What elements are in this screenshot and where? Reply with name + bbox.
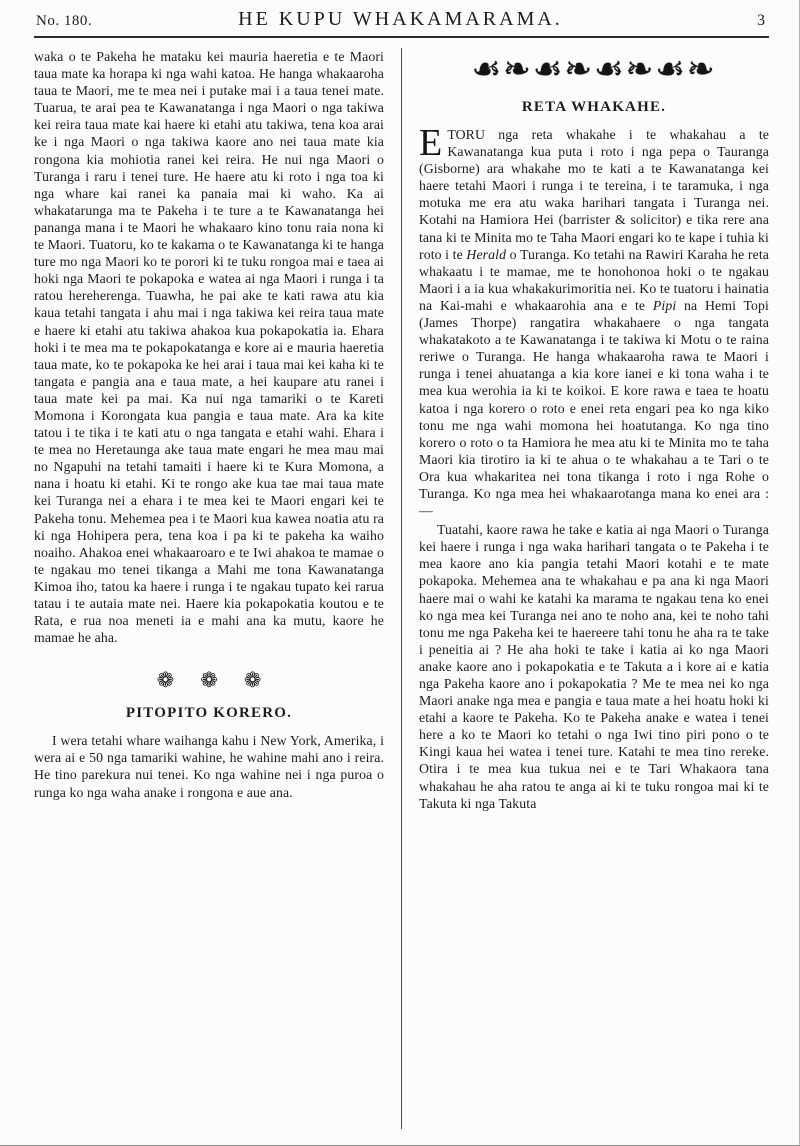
pitopito-korero-heading: PITOPITO KORERO. [125, 705, 293, 722]
italic-word-pipi: Pipi [652, 297, 677, 313]
reta-whakahe-heading: RETA WHAKAHE. [521, 99, 667, 115]
newspaper-title: HE KUPU WHAKAMARAMA. [238, 8, 563, 30]
header-rule [34, 36, 769, 38]
text-columns [34, 48, 769, 1129]
page-number: 3 [757, 12, 765, 29]
right-column [419, 48, 769, 1129]
column-divider-rule [401, 48, 402, 1129]
paragraph-text-part: o Turanga. Ko tetahi na Rawiri Karaha he reta whakaatu i te mamae, me te honohonoa hoki o te ngakau Maori i a ia kua whakakurimoritia nei. Ko te tuatoru i hainatia na Kai-mahi e whakaarohia ana e te [419, 246, 769, 313]
masthead [34, 6, 769, 31]
reta-whakahe-paragraph [419, 122, 769, 519]
paragraph-text-part: na Hemi Topi (James Thorpe) rangatira whakahaere o nga tangata whakatakoto a te Kawanatanga i te takiwa ki Motu o te raina reriwe o Turanga. He hanga whakaaroha rawa te Maori i runga i tenei ahuatanga a kia kore ianei e ki tona waha i te mea kua werohia ia ki te koikoi. E kore rawa e taea te hoatu katoa i nga korero o roto e enei reta engari pea ko nga kiko tonu me nga wahi momona hei hoatutanga. Ko nga tino korero o roto o ta Hamiora he mea atu ki te Minita mo te taha Maori kia tirotiro ia ki te ahua o te whakahau a te Tari o te Ora kua whakaritea nei tona tikanga i roto i nga Rohe o Turanga. Ko nga mea hei whakaarotanga mana ko enei ara :— [419, 297, 769, 519]
tuatahi-paragraph: Tuatahi, kaore rawa he take e katia ai nga Maori o Turanga kei haere i runga i nga waka harihari tangata o te Pakeha i te mea kaore ano kia pangia tetahi Maori kotahi e te mate pokapoka. Mehemea ana te whakahau e pa ana ki nga Maori haere mai o wahi ke katahi ka marama te ngakau tena ko enei ko nga mea kei Turanga nei ano te noho ana, kei te noho tahi tonu me nga Pakeha kei te haereere tahi tonu he aha ra te take i peneitia ai ? He aha hoki te take i katia ai ko nga Maori anake kaore ano i pokapokatia e te Takuta a i kore ai e katia nga Pakeha kaore ano i pokapokatia ? Me te mea nei ko nga Maori anake nga mea e pangia e taua mate a hei hoatu hoki ki etahi a kaore te Pakeha. Ko te Pakeha anake e watea i tenei here a ko te Maori ko tetahi o nga Iwi tino piri pono o te Kingi kaua hei watea i tenei ture. Katahi te mea tino rereke. Otira i te mea kua tukua nei e te Tari Whakaora tana whakahau he aha ratou te anga ai ki te tuku rongoa mai ki te Takuta ki nga Takuta [419, 522, 769, 811]
paragraph-text-part: TORU nga reta whakahe i te whakahau a te Kawanatanga kua puta i roto i nga pepa o Tauranga (Gisborne) ara whakahe mo te kati a te Kawanatanga kei haere tetahi Maori i runga i te tereina, i te taramuka, i nga motuka me era atu waka harihari tangata i Turanga nei. Kotahi na Hamiora Hei (barrister & solicitor) e tika rere ana tana ki te Minita mo te Taha Maori engari ko te kape i tuhia ki roto i te [419, 127, 769, 262]
article-continuation-paragraph: waka o te Pakeha he mataku kei mauria haeretia e te Maori taua mate ka horapa ki nga wahi katoa. He hanga whakaaroha taua te Maori, me te mea nei i putake mai i a taua tenei mate. Tuarua, te arai pea te Kawanatanga i nga Maori o nga takiwa kei reira taua mate kai haere ki etahi atu takiwa, tena koa arai ke i nga Maori o nga takiwa kaore ano nei taua mate kia rongona kia mohiotia ranei kei reira. He nui nga Maori o Turanga i raru i tenei ture. He haere atu ki roto i nga toa ki nga whare kai ranei ka panaia mai ki waho. Ka ai whakatarunga ma te Pakeha i te ture a te Kawanatanga hei pananga mana i te Maori he whakaaro kino tonu raia nona ki te Maori. Tuatoru, ko te kakama o te Kawanatanga ki te hanga ture mo nga Maori ko te porori ki te tuku rongoa mai e taea ai hoki nga Maori te pokapoka e watea ai nga Maori i runga i ta ratou hereherenga. Tuawha, he pai ake te kati rawa atu kia kaua tetahi tangata i ahu mai i nga takiwa kei reira taua mate e haere ki etahi atu takiwa ahakoa kua pokapokatia ia. Ehara hoki i te mea ma te pokapokatanga e kore ai e mauria haeretia taua mate, ko te pokapoka ke hei arai i taua mai kei kaha ki te tangata e pangia ana e taua mate, a hei kaupare atu ranei i taua mate kei pa mai. Ka nui nga tamariki o te Kareti Momona i Korongata kua pangia e taua mate. Ara ka kite tatou i te tika i te kati atu o nga tangata e etahi wahi. Ehara i te mea no Heretaunga ake taua mate engari he mea mau mai no Ngapuhi na tetahi tamaiti i haere ki te Kura Momona, a nana i hoatu ki etahi. Ki te rongo ake kua tae mai taua mate kei Turanga nei a ehara i te mea kei te Maori engari kei te Pakeha tonu. Mehemea pea i te Maori kua kawea noatia atu ra ki nga Hohipera pera, tena koa i pa ki te pakeha ka waiho noaiho. Ahakoa enei whakaaroaro e te Iwi ahakoa te mamae o te ngakau mo tenei tikanga a Mahi me tona Kawanatanga Kimoa iho, tatou ka haere i runga i te ngakau tupato kei rarua tatau i te autaia mate nei. Haere kia pokapokatia koutou e te Rata, e rua noa meneti ia e mahi ana ka mutu, kaore he mamae he aha. [34, 49, 384, 646]
issue-number: No. 180. [36, 13, 93, 29]
left-column [34, 48, 384, 1129]
flower-ornaments-icon: ❁❁❁ [156, 668, 288, 693]
ornament-band-icon: ☙❧☙❧☙❧☙❧ [471, 49, 717, 88]
italic-word-herald: Herald [466, 246, 507, 262]
pitopito-korero-paragraph: I wera tetahi whare waihanga kahu i New York, Amerika, i wera ai e 50 nga tamariki wahine, he wahine mahi ano i reira. He tino parekura nui tenei. Ko nga wahine nei i nga puroa o runga ko nga waha anake i rongona e aue ana. [34, 733, 384, 800]
dropcap-letter: E [419, 122, 443, 164]
